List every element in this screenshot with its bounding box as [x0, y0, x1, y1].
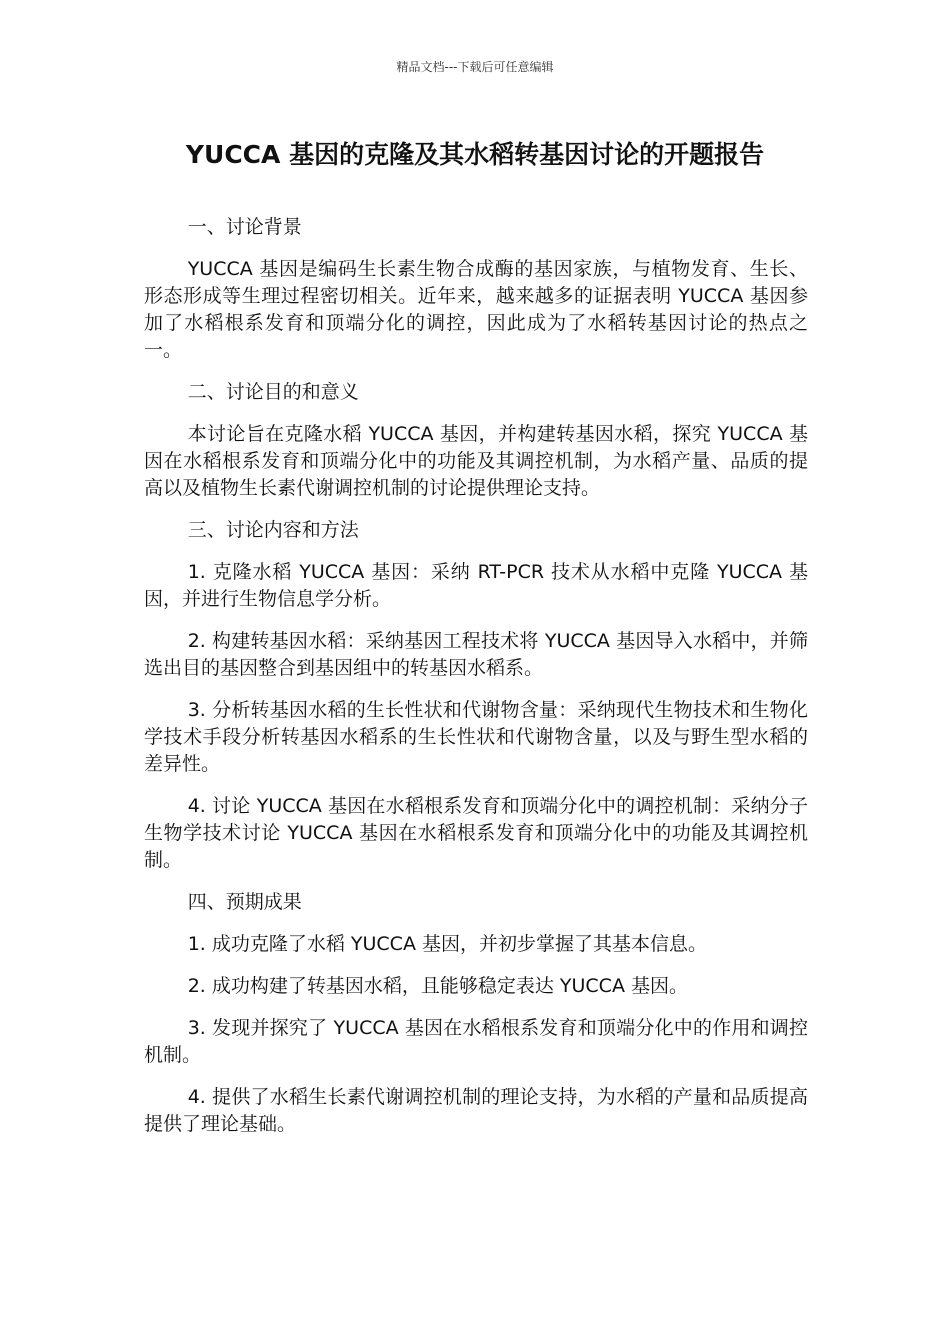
section-heading-methods: 三、讨论内容和方法 [187, 519, 359, 541]
methods-item: 3. 分析转基因水稻的生长性状和代谢物含量：采纳现代生物技术和生物化学技术手段分析转基因水稻系的生长性状和代谢物含量，以及与野生型水稻的差异性。 [144, 699, 808, 775]
methods-item: 1. 克隆水稻 YUCCA 基因：采纳 RT-PCR 技术从水稻中克隆 YUCCA 基因，并进行生物信息学分析。 [144, 561, 808, 610]
outcome-item: 1. 成功克隆了水稻 YUCCA 基因，并初步掌握了其基本信息。 [187, 933, 707, 955]
outcome-item: 4. 提供了水稻生长素代谢调控机制的理论支持，为水稻的产量和品质提高提供了理论基础。 [144, 1086, 808, 1135]
section-heading-purpose: 二、讨论目的和意义 [187, 381, 359, 403]
methods-item: 4. 讨论 YUCCA 基因在水稻根系发育和顶端分化中的调控机制：采纳分子生物学技术讨论 YUCCA 基因在水稻根系发育和顶端分化中的功能及其调控机制。 [144, 795, 808, 871]
outcome-item: 2. 成功构建了转基因水稻，且能够稳定表达 YUCCA 基因。 [187, 975, 688, 997]
section-heading-outcomes: 四、预期成果 [187, 891, 302, 913]
document-body [144, 214, 808, 1153]
document-title: YUCCA 基因的克隆及其水稻转基因讨论的开题报告 [185, 140, 765, 169]
background-paragraph: YUCCA 基因是编码生长素生物合成酶的基因家族，与植物发育、生长、形态形成等生理过程密切相关。近年来，越来越多的证据表明 YUCCA 基因参加了水稻根系发育和顶端分化的调控，因此成为了水稻转基因讨论的热点之一。 [144, 258, 808, 361]
section-heading-background: 一、讨论背景 [187, 216, 302, 238]
purpose-paragraph: 本讨论旨在克隆水稻 YUCCA 基因，并构建转基因水稻，探究 YUCCA 基因在水稻根系发育和顶端分化中的功能及其调控机制，为水稻产量、品质的提高以及植物生长素代谢调控机制的讨论提供理论支持。 [144, 423, 808, 499]
outcome-item: 3. 发现并探究了 YUCCA 基因在水稻根系发育和顶端分化中的作用和调控机制。 [144, 1017, 808, 1066]
page-header-note: 精品文档---下载后可任意编辑 [396, 60, 554, 74]
methods-item: 2. 构建转基因水稻：采纳基因工程技术将 YUCCA 基因导入水稻中，并筛选出目的基因整合到基因组中的转基因水稻系。 [144, 630, 808, 679]
